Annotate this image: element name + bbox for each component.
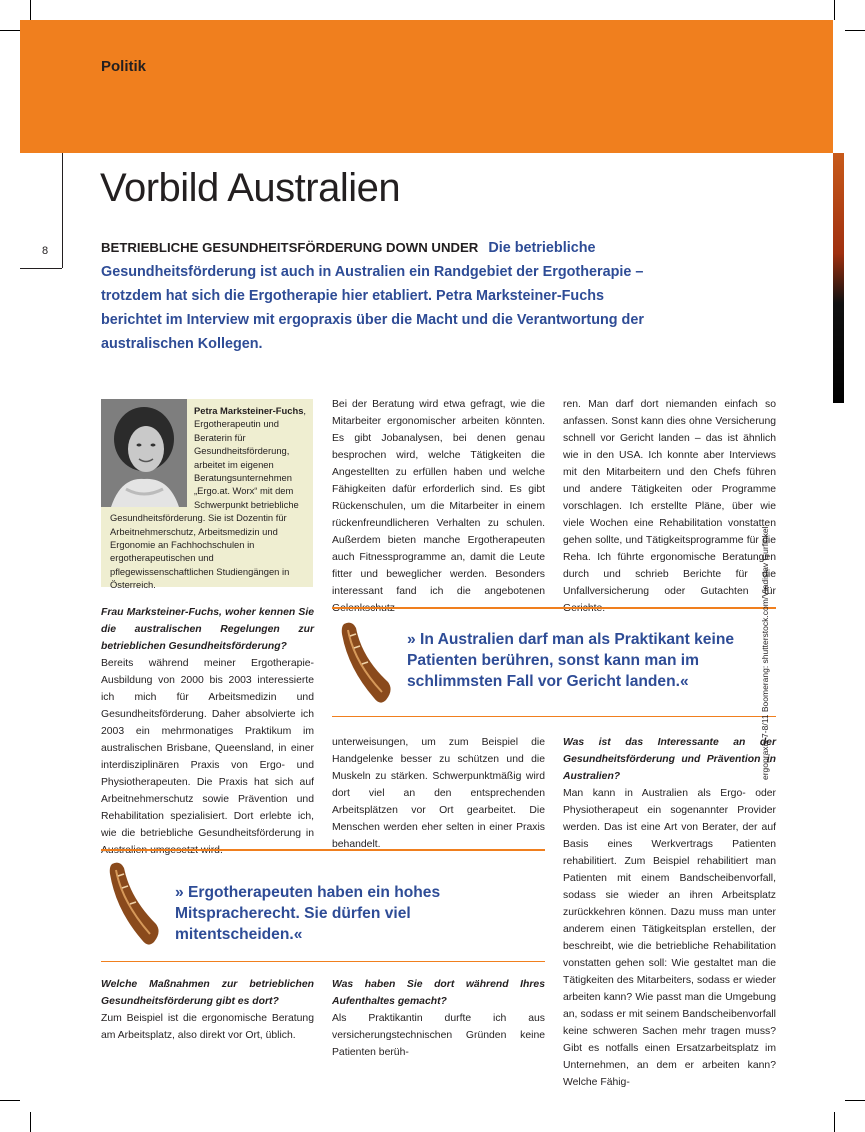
boomerang-image: [338, 618, 396, 706]
author-name: Petra Marksteiner-Fuchs: [194, 405, 304, 416]
column-2-top: [332, 396, 545, 617]
page-number: 8: [42, 245, 49, 257]
intro-kicker: BETRIEBLICHE GESUNDHEITSFÖRDERUNG DOWN UNDER: [101, 240, 479, 255]
boomerang-image: [106, 858, 164, 948]
crop-mark: [30, 0, 31, 20]
column-3-middle: [563, 734, 776, 1091]
edge-photo-strip: [833, 153, 844, 403]
interview-answer: Zum Beispiel ist die ergonomische Beratung am Arbeitsplatz, also direkt vor Ort, üblich.: [101, 1013, 314, 1041]
column-2-middle: [332, 734, 545, 853]
column-3-top: [563, 396, 776, 617]
crop-mark: [845, 1100, 865, 1101]
column-1-middle: [101, 604, 314, 859]
section-label: Politik: [101, 58, 147, 75]
margin-rule: [20, 268, 62, 269]
author-bio: [110, 404, 308, 592]
crop-mark: [0, 1100, 20, 1101]
header-band: [20, 20, 833, 153]
page-title: Vorbild Australien: [100, 166, 401, 210]
body-paragraph: unterweisungen, um zum Beispiel die Handgelenke besser zu schützen und die Muskeln zu stärken. Schwerpunktmäßig wird dort viel an den entsprechenden Arbeitsplätzen vor Ort gearbeitet. Die Menschen werden eher selten in einer Praxis behandelt.: [332, 737, 545, 850]
interview-answer: Man kann in Australien als Ergo- oder Physiotherapeut ein sogenannter Provider werden. Das ist eine Art von Berater, der auf Basis eines Werkvertrags Patienten rehabilitiert. Zum Beispiel rehabilitiert man Patienten mit einem Bandscheibenvorfall, sodass sie wieder an ihren Arbeitsplatz zurückkehren können. Dazu muss man unter anderem einen Tätigkeitsplan erstellen, der beschreibt, wie die betriebliche Rehabilitation vonstatten gehen soll: Wie gestaltet man die Tätigkeiten des Mitarbeiters, sodass er wieder arbeiten kann? Wie passt man die Umgebung an, sodass er mit seinem Bandscheibenvorfall keine schweren Sachen mehr tragen muss? Gibt es notfalls einen Ersatzarbeitsplatz im Unternehmen, an dem er arbeiten kann? Welche Fähig-: [563, 788, 776, 1088]
column-2-bottom: [332, 976, 545, 1061]
column-1-bottom: [101, 976, 314, 1044]
author-bio-text: , Ergotherapeutin und Beraterin für Gesundheitsförderung, arbeitet im eigenen Beratungsunternehmen „Ergo.at. Worx“ mit dem Schwerpunkt betriebliche Gesundheitsförderung. Sie ist Dozentin für Arbeitnehmerschutz, Arbeitsmedizin und Ergonomie an Fachhochschulen in ergotherapeutischen und pflegewissenschaftlichen Studiengängen in Österreich.: [110, 405, 307, 591]
body-paragraph: ren. Man darf dort niemanden einfach so anfassen. Sonst kann dies ohne Versicherung schnell vor Gericht landen – das ist ähnlich wie in den USA. Ich konnte aber Interviews mit den Mitarbeitern und den Chefs führen und andere Tätigkeiten oder Programme vorschlagen. Ich erstellte Pläne, über wie viele Wochen eine Rehabilitation vonstatten gehen sollte, und Tätigkeitsprogramme für die Reha. Ich führte ergonomische Beratungen durch und schrieb Berichte für die Unfallversicherung oder Gutachten für Gerichte.: [563, 399, 776, 614]
interview-answer: Als Praktikantin durfte ich aus versicherungstechnischen Gründen keine Patienten berüh-: [332, 1013, 545, 1058]
interview-question: Was ist das Interessante an der Gesundheitsförderung und Prävention in Australien?: [563, 737, 776, 782]
crop-mark: [0, 30, 20, 31]
body-paragraph: Bei der Beratung wird etwa gefragt, wie die Mitarbeiter ergonomischer arbeiten könnten. Es gibt Jobanalysen, bei denen genau besprochen wird, welche Tätigkeiten die Angestellten zu erfüllen haben und welche Fähigkeiten dafür erforderlich sind. Es gibt Rückenschulen, um die Mitarbeiter in einem rückenfreundlicheren Verhalten zu schulen. Außerdem bieten manche Ergotherapeuten auch Fitnessprogramme an, damit die Leute fitter und beweglicher werden. Besonders interessant fand ich die angebotenen Gelenkschutz-: [332, 399, 545, 614]
intro-text: Die betriebliche Gesundheitsförderung ist auch in Australien ein Randgebiet der Ergotherapie – trotzdem hat sich die Ergotherapie hier etabliert. Petra Marksteiner-Fuchs berichtet im Interview mit ergopraxis über die Macht und die Verantwortung der australischen Kollegen.: [101, 240, 644, 352]
crop-mark: [30, 1112, 31, 1132]
interview-answer: Bereits während meiner Ergotherapie-Ausbildung von 2000 bis 2003 interessierte ich mich für Arbeitsmedizin und Gesundheitsförderung. Daher absolvierte ich 2003 ein mehrmonatiges Praktikum im australischen Brisbane, Queensland, in einer interdisziplinären Praxis von Ergo- und Physiotherapeuten. Die Praxis hat sich auf Arbeitnehmerschutz sowie Prävention und Rehabilitation spezialisiert. Dort erlebte ich, wie die betriebliche Gesundheitsförderung in Australien umgesetzt wird.: [101, 658, 314, 856]
crop-mark: [834, 0, 835, 20]
pull-quote-1-text: » In Australien darf man als Praktikant keine Patienten berühren, sonst kann man im schlimmsten Fall vor Gericht landen.«: [407, 631, 735, 690]
crop-mark: [845, 30, 865, 31]
interview-question: Was haben Sie dort während Ihres Aufenthaltes gemacht?: [332, 979, 545, 1007]
crop-mark: [834, 1112, 835, 1132]
intro-paragraph: [101, 236, 666, 356]
pull-quote-2-text: » Ergotherapeuten haben ein hohes Mitspracherecht. Sie dürfen viel mitentscheiden.«: [175, 884, 441, 943]
issue-and-photo-credit: ergopraxis 7-8/11 Boomerang: shutterstock.com/Vladislav Gurfinkel: [760, 526, 770, 780]
interview-question: Welche Maßnahmen zur betrieblichen Gesundheitsförderung gibt es dort?: [101, 979, 314, 1007]
interview-question: Frau Marksteiner-Fuchs, woher kennen Sie die australischen Regelungen zur betrieblichen Gesundheitsförderung?: [101, 607, 314, 652]
